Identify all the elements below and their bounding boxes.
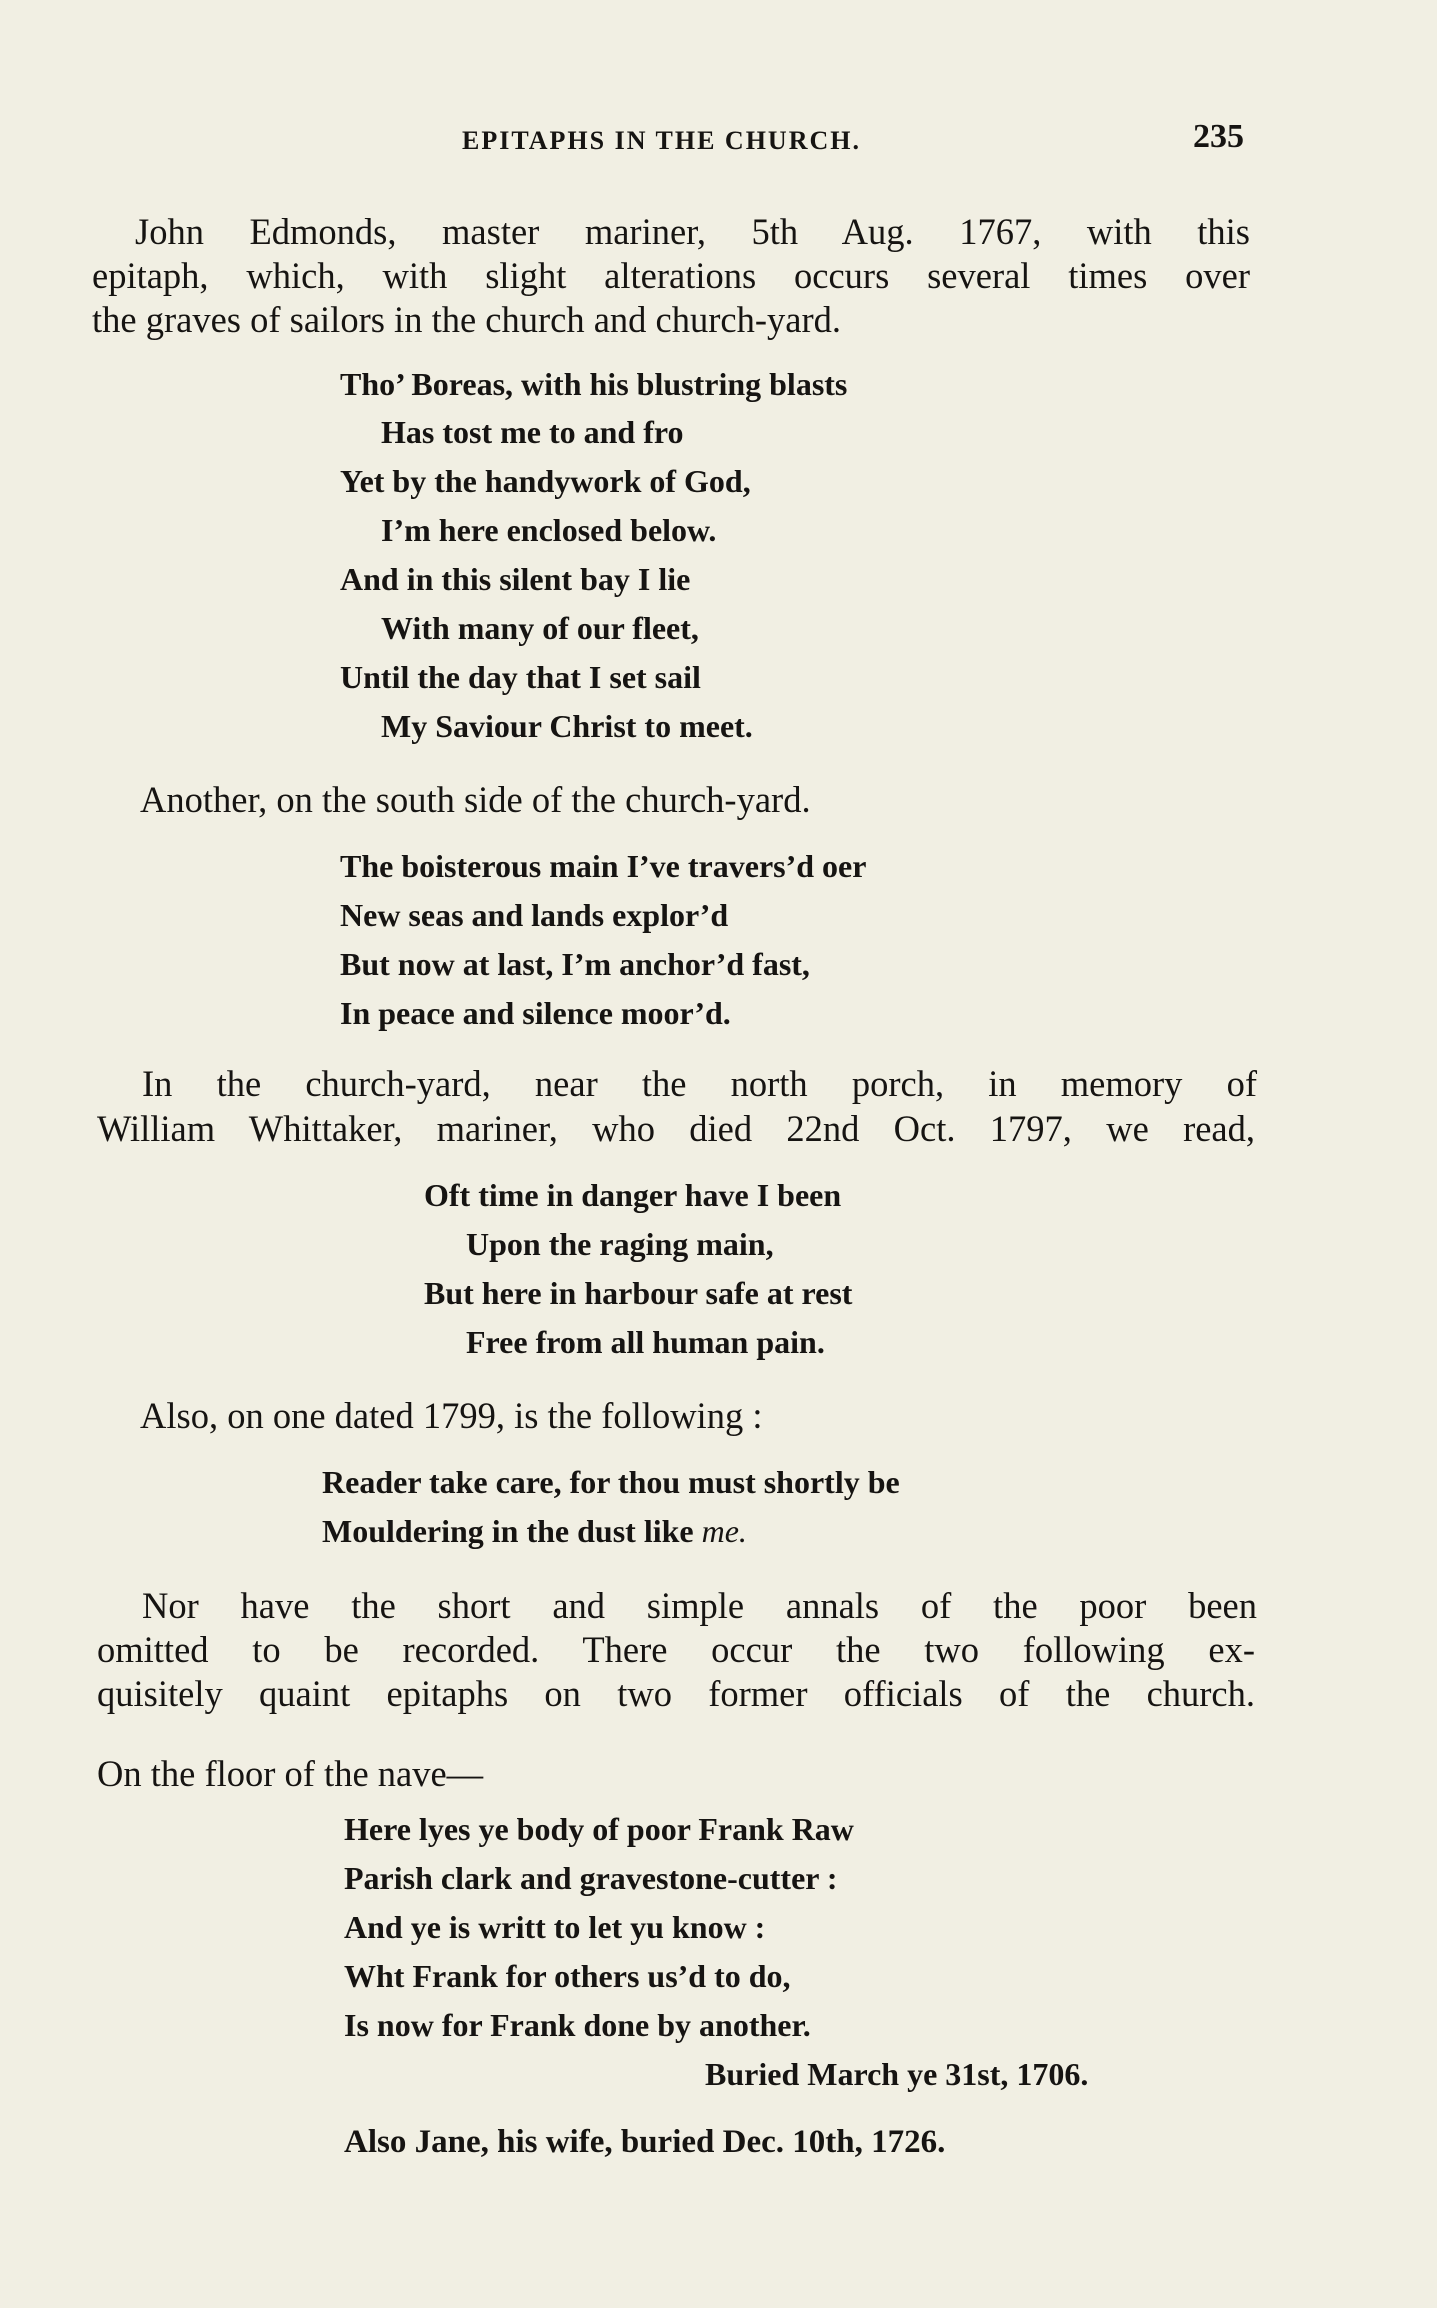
epitaph4-line-2-italic: me.: [701, 1513, 747, 1549]
epitaph5-buried-date: Buried March ye 31st, 1706.: [705, 2056, 1089, 2092]
north-porch-line-2: William Whittaker, mariner, who died 22nd Oct. 1797, we read,: [97, 1108, 1255, 1149]
epitaph2-line-2: New seas and lands explor’d: [340, 897, 729, 933]
epitaph5-line-2: Parish clark and gravestone-cutter :: [344, 1860, 838, 1896]
epitaph1-line-8: My Saviour Christ to meet.: [381, 708, 753, 744]
epitaph3-line-3: But here in harbour safe at rest: [424, 1275, 853, 1311]
intro-line-2: epitaph, which, with slight alterations occurs several times over: [92, 255, 1250, 296]
epitaph4-line-2: [322, 1511, 747, 1551]
floor-of-nave-line: On the floor of the nave—: [97, 1753, 484, 1794]
epitaph5-line-1: Here lyes ye body of poor Frank Raw: [344, 1811, 854, 1847]
another-line: Another, on the south side of the church-yard.: [140, 779, 811, 820]
running-header: EPITAPHS IN THE CHURCH.: [462, 126, 861, 155]
epitaph1-line-7: Until the day that I set sail: [340, 659, 701, 695]
intro-line-1: John Edmonds, master mariner, 5th Aug. 1767, with this: [135, 211, 1250, 252]
also-1799-line: Also, on one dated 1799, is the following :: [140, 1395, 763, 1436]
epitaph1-line-4: I’m here enclosed below.: [381, 512, 717, 548]
north-porch-line-1: In the church-yard, near the north porch, in memory of: [142, 1063, 1257, 1104]
nor-have-line-3: quisitely quaint epitaphs on two former officials of the church.: [97, 1673, 1255, 1714]
epitaph3-line-1: Oft time in danger have I been: [424, 1177, 842, 1213]
intro-line-3: the graves of sailors in the church and church-yard.: [92, 299, 841, 340]
epitaph4-line-1: Reader take care, for thou must shortly be: [322, 1464, 900, 1500]
epitaph2-line-4: In peace and silence moor’d.: [340, 995, 731, 1031]
epitaph3-line-4: Free from all human pain.: [466, 1324, 825, 1360]
epitaph2-line-3: But now at last, I’m anchor’d fast,: [340, 946, 810, 982]
jane-line: Also Jane, his wife, buried Dec. 10th, 1726.: [344, 2124, 946, 2160]
nor-have-line-1: Nor have the short and simple annals of the poor been: [142, 1585, 1257, 1626]
epitaph5-line-5: Is now for Frank done by another.: [344, 2007, 811, 2043]
epitaph1-line-5: And in this silent bay I lie: [340, 561, 691, 597]
epitaph3-line-2: Upon the raging main,: [466, 1226, 774, 1262]
epitaph2-line-1: The boisterous main I’ve travers’d oer: [340, 848, 867, 884]
epitaph1-line-6: With many of our fleet,: [381, 610, 699, 646]
epitaph1-line-3: Yet by the handywork of God,: [340, 463, 751, 499]
page-number: 235: [1193, 118, 1244, 155]
epitaph5-line-4: Wht Frank for others us’d to do,: [344, 1958, 791, 1994]
epitaph5-line-3: And ye is writt to let yu know :: [344, 1909, 766, 1945]
epitaph4-line-2-text: Mouldering in the dust like: [322, 1513, 702, 1549]
epitaph1-line-1: Tho’ Boreas, with his blustring blasts: [340, 366, 848, 402]
nor-have-line-2: omitted to be recorded. There occur the two following ex-: [97, 1629, 1255, 1670]
epitaph1-line-2: Has tost me to and fro: [381, 414, 684, 450]
